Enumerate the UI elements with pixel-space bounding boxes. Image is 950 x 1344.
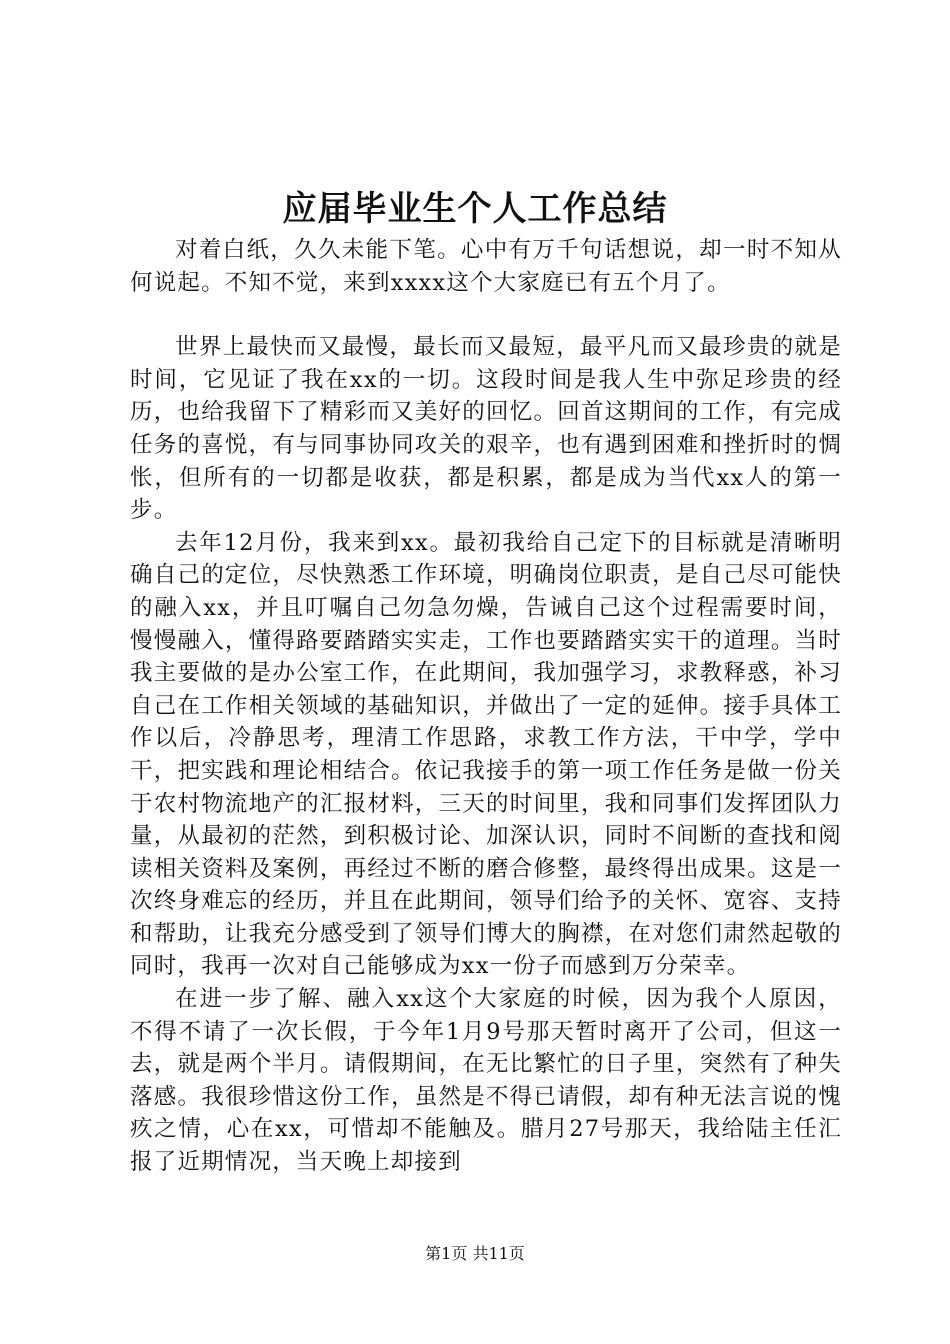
paragraph-1: 对着白纸，久久未能下笔。心中有万千句话想说，却一时不知从何说起。不知不觉，来到xxxx这个大家庭已有五个月了。 <box>130 237 842 296</box>
page-footer: 第1页 共11页 <box>425 1244 525 1263</box>
document-body <box>130 234 842 1179</box>
paragraph-4: 在进一步了解、融入xx这个大家庭的时候，因为我个人原因，不得不请了一次长假，于今年1月9号那天暂时离开了公司，但这一去，就是两个半月。请假期间，在无比繁忙的日子里，突然有了种失落感。我很珍惜这份工作，虽然是不得已请假，却有种无法言说的愧疚之情，心在xx，可惜却不能触及。腊月27号那天，我给陆主任汇报了近期情况，当天晚上却接到 <box>130 986 842 1176</box>
paragraph-3: 去年12月份，我来到xx。最初我给自己定下的目标就是清晰明确自己的定位，尽快熟悉工作环境，明确岗位职责，是自己尽可能快的融入xx，并且叮嘱自己勿急勿燥，告诫自己这个过程需要时间，慢慢融入，懂得路要踏踏实实走，工作也要踏踏实实干的道理。当时我主要做的是办公室工作，在此期间，我加强学习，求教释惑，补习自己在工作相关领域的基础知识，并做出了一定的延伸。接手具体工作以后，冷静思考，理清工作思路，求教工作方法，干中学，学中干，把实践和理论相结合。依记我接手的第一项工作任务是做一份关于农村物流地产的汇报材料，三天的时间里，我和同事们发挥团队力量，从最初的茫然，到积极讨论、加深认识，同时不间断的查找和阅读相关资料及案例，再经过不断的磨合修整，最终得出成果。这是一次终身难忘的经历，并且在此期间，领导们给予的关怀、宽容、支持和帮助，让我充分感受到了领导们博大的胸襟，在对您们肃然起敬的同时，我再一次对自己能够成为xx一份子而感到万分荣幸。 <box>130 529 842 980</box>
paragraph-2: 世界上最快而又最慢，最长而又最短，最平凡而又最珍贵的就是时间，它见证了我在xx的一切。这段时间是我人生中弥足珍贵的经历，也给我留下了精彩而又美好的回忆。回首这期间的工作，有完成任务的喜悦，有与同事协同攻关的艰辛，也有遇到困难和挫折时的惆怅，但所有的一切都是收获，都是积累，都是成为当代xx人的第一步。 <box>130 334 842 524</box>
document-title: 应届毕业生个人工作总结 <box>282 189 668 229</box>
